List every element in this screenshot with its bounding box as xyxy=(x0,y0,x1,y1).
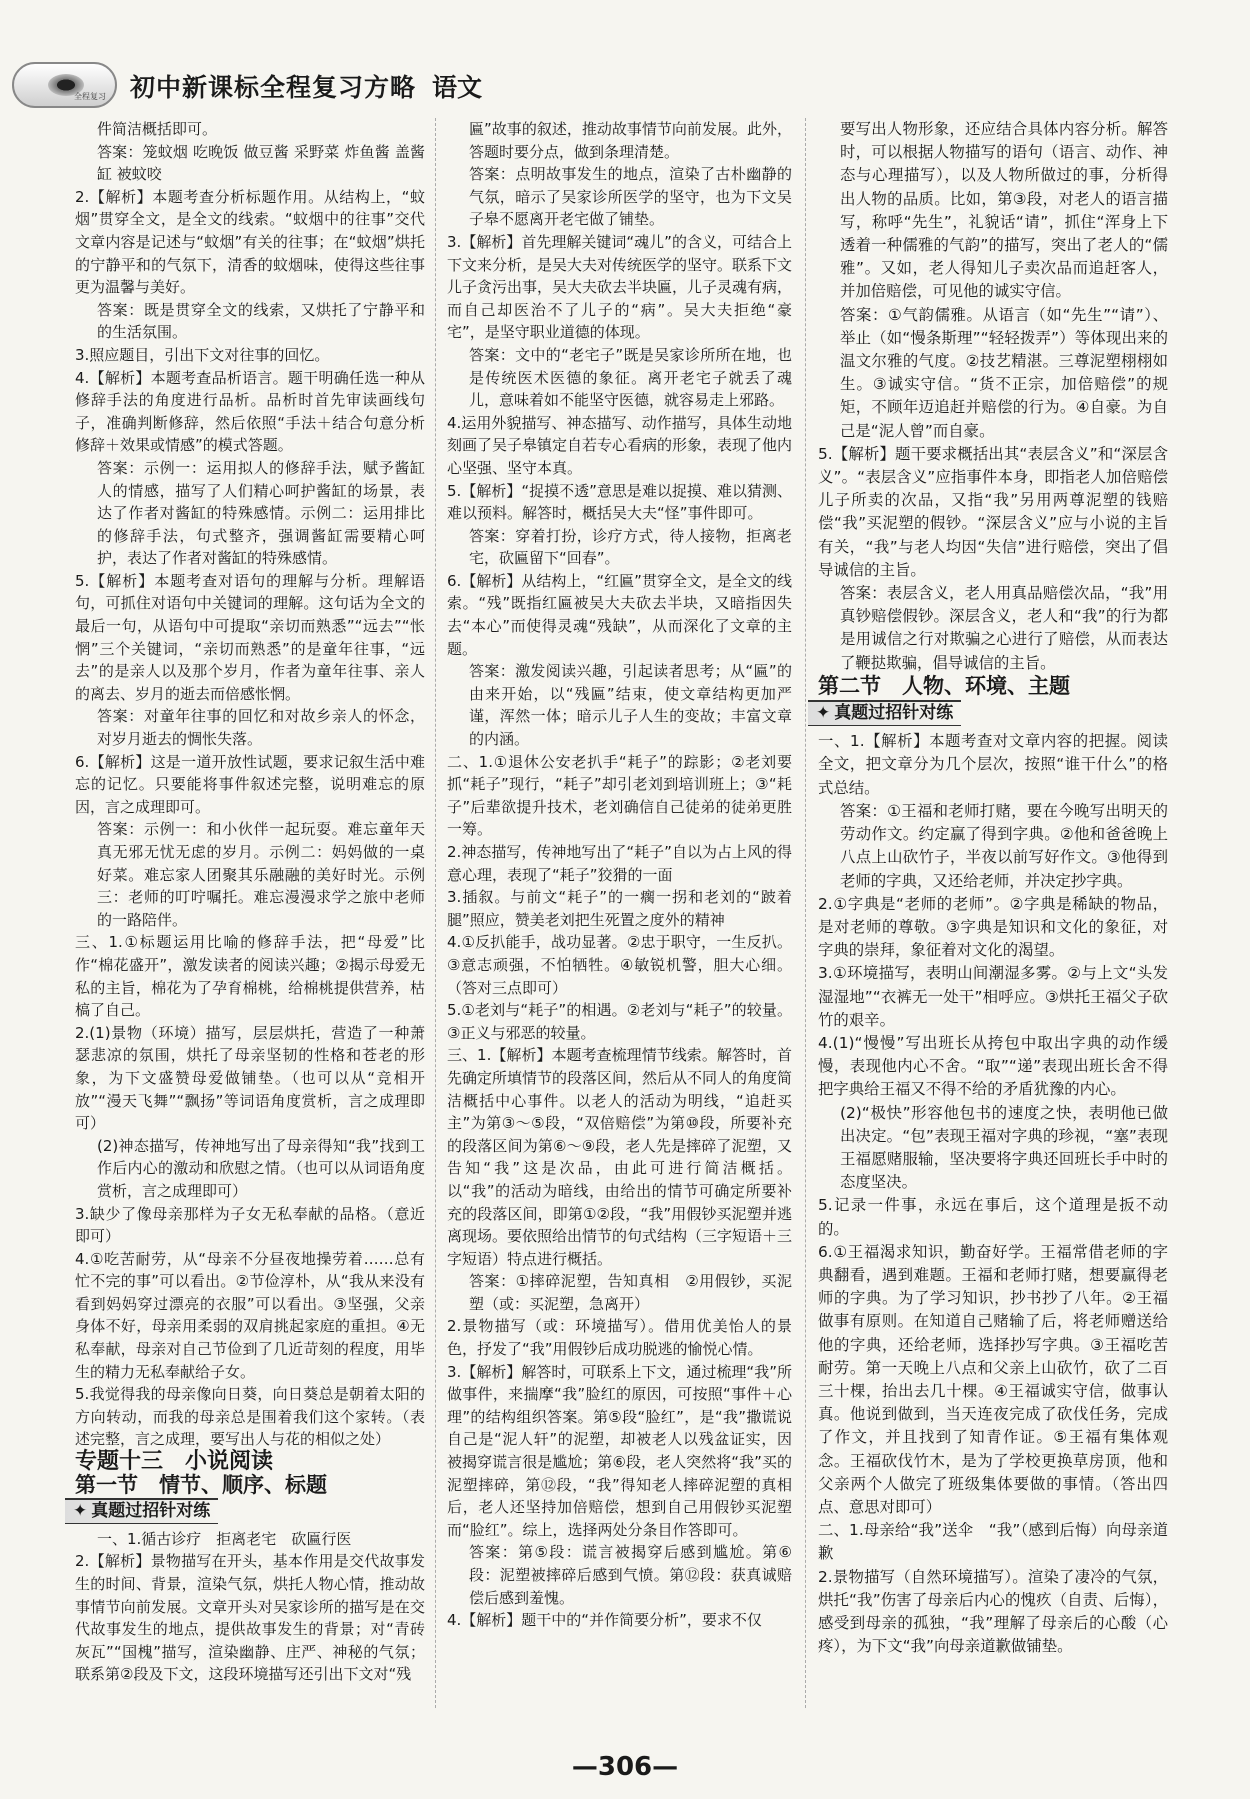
answer-text: 答案：穿着打扮，诊疗方式，待人接物，拒离老宅，砍匾留下“回春”。 xyxy=(469,526,792,568)
answer-text: 答案：既是贯穿全文的线索，又烘托了宁静平和的生活氛围。 xyxy=(97,300,425,342)
answer-item: 2.景物描写（或：环境描写）。借用优美怡人的景色，抒发了“我”用假钞后成功脱逃的愉悦心情。 xyxy=(447,1317,792,1359)
section-heading: 第一节 情节、顺序、标题 xyxy=(75,1472,327,1497)
answer-item: 4.(1)“慢慢”写出班长从挎包中取出字典的动作缓慢，表现他内心不舍。“取”“递”表现出班长舍不得把字典给王福又不得不给的矛盾犹豫的内心。 xyxy=(818,1033,1168,1099)
answer-item: 3.照应题目，引出下文对往事的回忆。 xyxy=(75,345,330,364)
answer-item: 6.【解析】这是一道开放性试题，要求记叙生活中难忘的记忆。只要能将事件叙述完整，说明难忘的原因，言之成理即可。 xyxy=(75,752,425,816)
answer-item: 5.记录一件事，永远在事后，这个道理是扳不动的。 xyxy=(818,1196,1168,1238)
answer-item: 2.【解析】本题考查分析标题作用。从结构上，“蚊烟”贯穿全文，是全文的线索。“蚊烟中的往事”交代文章内容是记述与“蚊烟”有关的往事；在“蚊烟”烘托的宁静平和的气氛下，清香的蚊烟味，使得这些往事更为温馨与美好。 xyxy=(75,187,425,297)
section-band xyxy=(808,700,961,726)
answer-text: 匾”故事的叙述，推动故事情节向前发展。此外，答题时要分点，做到条理清楚。 xyxy=(469,120,792,161)
answer-text: 答案：笼蚊烟 吃晚饭 做豆酱 采野菜 炸鱼酱 盖酱缸 被蚊咬 xyxy=(97,142,425,184)
column-divider xyxy=(435,118,436,1708)
page-number-value: 306 xyxy=(597,1752,653,1782)
answer-item: 3.插叙。与前文“耗子”的一瘸一拐和老刘的“跛着腿”照应，赞美老刘把生死置之度外的精神 xyxy=(447,888,792,929)
diamond-icon: ✦ xyxy=(73,1501,88,1522)
answer-item: 2.神态描写，传神地写出了“耗子”自以为占上风的得意心理，表现了“耗子”狡猾的一面 xyxy=(447,843,792,884)
answer-item: 一、1.【解析】本题考查对文章内容的把握。阅读全文，把文章分为几个层次，按照“谁干什么”的格式总结。 xyxy=(818,732,1168,797)
answer-item: 2.景物描写（自然环境描写）。渲染了凄冷的气氛，烘托“我”伤害了母亲后内心的愧疚（自责、后悔），感受到母亲的孤独，“我”理解了母亲后的心酸（心疼），为下文“我”向母亲道歉做铺垫。 xyxy=(818,1567,1168,1656)
section-heading: 第二节 人物、环境、主题 xyxy=(818,673,1070,698)
column-right xyxy=(818,118,1168,1658)
answer-item: 2.(1)景物（环境）描写，层层烘托，营造了一种萧瑟悲凉的氛围，烘托了母亲坚韧的性格和苍老的形象，为下文盛赞母爱做铺垫。（也可以从“竞相开放”“漫天飞舞”“飘扬”等词语角度赏析，言之成理即可） xyxy=(75,1023,425,1133)
section-band-label: 真题过招针对练 xyxy=(834,703,954,724)
diamond-icon: ✦ xyxy=(816,703,831,724)
answer-item: 4.运用外貌描写、神态描写、动作描写，具体生动地刻画了吴子皋镇定自若专心看病的形象，表现了他内心坚强、坚守本真。 xyxy=(447,413,793,477)
page-number: —306— xyxy=(571,1752,679,1782)
answer-text: 答案：第⑤段：谎言被揭穿后感到尴尬。第⑥段：泥塑被摔碎后感到气愤。第⑫段：获真诚赔偿后感到羞愧。 xyxy=(469,1543,792,1607)
answer-item: 3.【解析】解答时，可联系上下文，通过梳理“我”所做事件，来揣摩“我”脸红的原因，可按照“事件＋心理”的结构组织答案。第⑤段“脸红”，是“我”撒谎说自己是“泥人轩”的泥塑，却被老人以残盆证实，因被揭穿谎言很是尴尬；第⑥段，老人突然将“我”买的泥塑摔碎，第⑫段，“我”得知老人摔碎泥塑的真相后，老人还坚持加倍赔偿，想到自己用假钞买泥塑而“脸红”。综上，选择两处分条目作答即可。 xyxy=(447,1362,792,1539)
answer-item: 4.【解析】题干中的“并作简要分析”，要求不仅 xyxy=(447,1611,762,1630)
subject-label: 语文 xyxy=(432,73,483,102)
answer-item: 6.【解析】从结构上，“红匾”贯穿全文，是全文的线索。“残”既指红匾被吴大夫砍去半块，又暗指因失去“本心”而使得灵魂“残缺”，从而深化了文章的主题。 xyxy=(447,571,792,658)
answer-item: 三、1.①标题运用比喻的修辞手法，把“母爱”比作“棉花盛开”，激发读者的阅读兴趣；②揭示母爱无私的主旨，棉花为了孕育棉桃，给棉桃提供营养，枯槁了自己。 xyxy=(75,933,425,1020)
column-middle xyxy=(447,118,792,1632)
answer-item: 4.【解析】本题考查品析语言。题干明确任选一种从修辞手法的角度进行品析。品析时首先审读画线句子，准确判断修辞，然后依照“手法＋结合句意分析修辞＋效果或情感”的模式答题。 xyxy=(75,368,425,455)
answer-text: 要写出人物形象，还应结合具体内容分析。解答时，可以根据人物描写的语句（语言、动作、神态与心理描写），以及人物所做过的事，分析得出人物的品质。比如，第③段，对老人的语言描写，称呼“先生”，礼貌话“请”，抓住“浑身上下透着一种儒雅的气韵”的描写，突出了老人的“儒雅”。又如，老人得知儿子卖次品而追赶客人，并加倍赔偿，可见他的诚实守信。 xyxy=(840,120,1168,301)
answer-item: 5.①老刘与“耗子”的相遇。②老刘与“耗子”的较量。③正义与邪恶的较量。 xyxy=(447,1001,792,1042)
column-left xyxy=(75,118,425,1686)
book-logo xyxy=(12,62,117,108)
answer-item: 5.我觉得我的母亲像向日葵，向日葵总是朝着太阳的方向转动，而我的母亲总是围着我们这个家转。（表述完整，言之成理，要写出人与花的相似之处） xyxy=(75,1385,425,1449)
answer-text: 答案：激发阅读兴趣，引起读者思考；从“匾”的由来开始，以“残匾”结束，使文章结构更加严谨，浑然一体；暗示儿子人生的变故；丰富文章的内涵。 xyxy=(469,662,792,749)
answer-text: 件简洁概括即可。 xyxy=(97,120,218,138)
answer-item: 三、1.【解析】本题考查梳理情节线索。解答时，首先确定所填情节的段落区间，然后从不同人的角度简洁概括中心事件。以老人的活动为明线，“追赶买主”为第③～⑤段，“双倍赔偿”为第⑩段，所要补充的段落区间为第⑥～⑨段，老人先是摔碎了泥塑，又告知“我”这是次品，由此可进行简洁概括。以“我”的活动为暗线，由给出的情节可确定所要补充的段落区间，即第①②段，“我”用假钞买泥塑并逃离现场。要依照给出情节的句式结构（三字短语＋三字短语）特点进行概括。 xyxy=(447,1046,793,1268)
answer-item: 5.【解析】本题考查对语句的理解与分析。理解语句，可抓住对语句中关键词的理解。这句话为全文的最后一句，从语句中可提取“亲切而熟悉”“远去”“怅惘”三个关键词，“亲切而熟悉”的是童年往事，“远去”的是亲人以及那个岁月，作者为童年往事、亲人的离去、岁月的逝去而倍感怅惘。 xyxy=(75,571,425,703)
answer-text: 答案：①王福和老师打赌，要在今晚写出明天的劳动作文。约定赢了得到字典。②他和爸爸晚上八点上山砍竹子，半夜以前写好作文。③他得到老师的字典，又还给老师，并决定抄字典。 xyxy=(840,801,1168,890)
answer-text: (2)“极快”形容他包书的速度之快，表明他已做出决定。“包”表现王福对字典的珍视，“塞”表现王福愿赌服输，坚决要将字典还回班长手中时的态度坚决。 xyxy=(840,1103,1168,1192)
answer-item: 6.①王福渴求知识，勤奋好学。王福常借老师的字典翻看，遇到难题。王福和老师打赌，想要赢得老师的字典。为了学习知识，抄书抄了八年。②王福做事有原则。在知道自己赌输了后，将老师赠送给他的字典，还给老师，选择抄写字典。③王福吃苦耐劳。第一天晚上八点和父亲上山砍竹，砍了二百三十棵，抬出去几十棵。④王福诚实守信，做事认真。他说到做到，当天连夜完成了砍伐任务，完成了作文，并且找到了知青作证。⑤王福有集体观念。王福砍伐竹木，是为了学校更换草房顶，他和父亲两个人做完了班级集体要做的事情。（答出四点、意思对即可） xyxy=(818,1242,1168,1516)
answer-item: 二、1.母亲给“我”送伞 “我”（感到后悔）向母亲道歉 xyxy=(818,1521,1168,1563)
answer-item: 3.①环境描写，表明山间潮湿多雾。②与上文“头发湿湿地”“衣裤无一处干”相呼应。③烘托王福父子砍竹的艰辛。 xyxy=(818,964,1168,1029)
answer-item: 3.【解析】首先理解关键词“魂儿”的含义，可结合上下文来分析，是吴大夫对传统医学的坚守。联系下文儿子贪污出事，吴大夫砍去半块匾，儿子灵魂有病，而自己却医治不了儿子的“病”。吴大夫拒绝“豪宅”，是坚守职业道德的体现。 xyxy=(447,232,793,342)
chapter-heading: 专题十三 小说阅读 xyxy=(75,1449,274,1475)
logo-tag: 全程复习 xyxy=(74,92,106,101)
answer-item: 3.缺少了像母亲那样为子女无私奉献的品格。（意近即可） xyxy=(75,1204,425,1246)
section-band xyxy=(65,1498,218,1524)
answer-text: 答案：示例一：运用拟人的修辞手法，赋予酱缸人的情感，描写了人们精心呵护酱缸的场景，表达了作者对酱缸的特殊感情。示例二：运用排比的修辞手法，句式整齐，强调酱缸需要精心呵护，表达了作者对酱缸的特殊感情。 xyxy=(97,458,425,568)
answer-item: 2.①字典是“老师的老师”。②字典是稀缺的物品，是对老师的尊敬。③字典是知识和文化的象征，对字典的崇拜，象征着对文化的渴望。 xyxy=(818,894,1168,960)
answer-item: 4.①反扒能手，战功显著。②忠于职守，一生反扒。③意志顽强，不怕牺牲。④敏锐机警，胆大心细。（答对三点即可） xyxy=(447,933,792,997)
answer-text: 答案：①气韵儒雅。从语言（如“先生”“请”）、举止（如“慢条斯理”“轻轻拨弄”）等体现出来的温文尔雅的气度。②技艺精湛。三尊泥塑栩栩如生。③诚实守信。“货不正宗，加倍赔偿”的规矩，不顾年迈追赶并赔偿的行为。④自豪。为自己是“泥人曾”而自豪。 xyxy=(840,305,1168,440)
column-divider xyxy=(805,118,806,1708)
answer-item: 二、1.①退休公安老扒手“耗子”的踪影；②老刘要抓“耗子”现行，“耗子”却引老刘到培训班上；③“耗子”后辈欲提升技术，老刘确信自己徒弟的徒弟更胜一筹。 xyxy=(447,752,792,839)
page-header xyxy=(12,62,1238,110)
answer-text: 答案：①摔碎泥塑，告知真相 ②用假钞，买泥塑（或：买泥塑，急离开） xyxy=(469,1272,792,1313)
answer-item: 4.①吃苦耐劳，从“母亲不分昼夜地操劳着……总有忙不完的事”可以看出。②节俭淳朴，从“我从来没有看到妈妈穿过漂亮的衣服”可以看出。③坚强，父亲身体不好，母亲用柔弱的双肩挑起家庭的重担。④无私奉献，母亲对自己节俭到了几近苛刻的程度，用毕生的精力无私奉献给子女。 xyxy=(75,1249,425,1381)
answer-text: 答案：文中的“老宅子”既是吴家诊所所在地，也是传统医术医德的象征。离开老宅子就丢了魂儿，意味着如不能坚守医德，就容易走上邪路。 xyxy=(469,345,792,410)
answer-text: (2)神态描写，传神地写出了母亲得知“我”找到工作后内心的激动和欣慰之情。（也可以从词语角度赏析，言之成理即可） xyxy=(97,1136,425,1200)
answer-text: 答案：点明故事发生的地点，渲染了古朴幽静的气氛，暗示了吴家诊所医学的坚守，也为下文吴子皋不愿离开老宅做了铺垫。 xyxy=(469,165,792,229)
answer-text: 答案：表层含义，老人用真品赔偿次品，“我”用真钞赔偿假钞。深层含义，老人和“我”的行为都是用诚信之行对欺骗之心进行了赔偿，从而表达了鞭挞欺骗，倡导诚信的主旨。 xyxy=(840,584,1168,672)
book-title: 初中新课标全程复习方略 xyxy=(130,73,417,102)
answer-item: 2.【解析】景物描写在开头，基本作用是交代故事发生的时间、背景，渲染气氛，烘托人物心情，推动故事情节向前发展。文章开头对吴家诊所的描写是在交代故事发生的地点，提供故事发生的背景；对“青砖灰瓦”“国槐”描写，渲染幽静、庄严、神秘的气氛；联系第②段及下文，这段环境描写还引出下文对“残 xyxy=(75,1552,425,1684)
answer-text: 一、1.循古诊疗 拒离老宅 砍匾行医 xyxy=(97,1529,352,1548)
answer-item: 5.【解析】“捉摸不透”意思是难以捉摸、难以猜测、难以预料。解答时，概括吴大夫“怪”事件即可。 xyxy=(447,481,792,523)
answer-item: 5.【解析】题干要求概括出其“表层含义”和“深层含义”。“表层含义”应指事件本身，即指老人加倍赔偿儿子所卖的次品，又指“我”另用两尊泥塑的钱赔偿“我”买泥塑的假钞。“深层含义”应与小说的主旨有关，“我”与老人均因“失信”进行赔偿，突出了倡导诚信的主旨。 xyxy=(818,444,1168,579)
answer-text: 答案：示例一：和小伙伴一起玩耍。难忘童年天真无邪无忧无虑的岁月。示例二：妈妈做的一桌好菜。难忘家人团聚其乐融融的美好时光。示例三：老师的叮咛嘱托。难忘漫漫求学之旅中老师的一路陪伴。 xyxy=(97,820,425,929)
answer-text: 答案：对童年往事的回忆和对故乡亲人的怀念，对岁月逝去的惆怅失落。 xyxy=(97,707,425,749)
section-band-label: 真题过招针对练 xyxy=(91,1501,211,1522)
